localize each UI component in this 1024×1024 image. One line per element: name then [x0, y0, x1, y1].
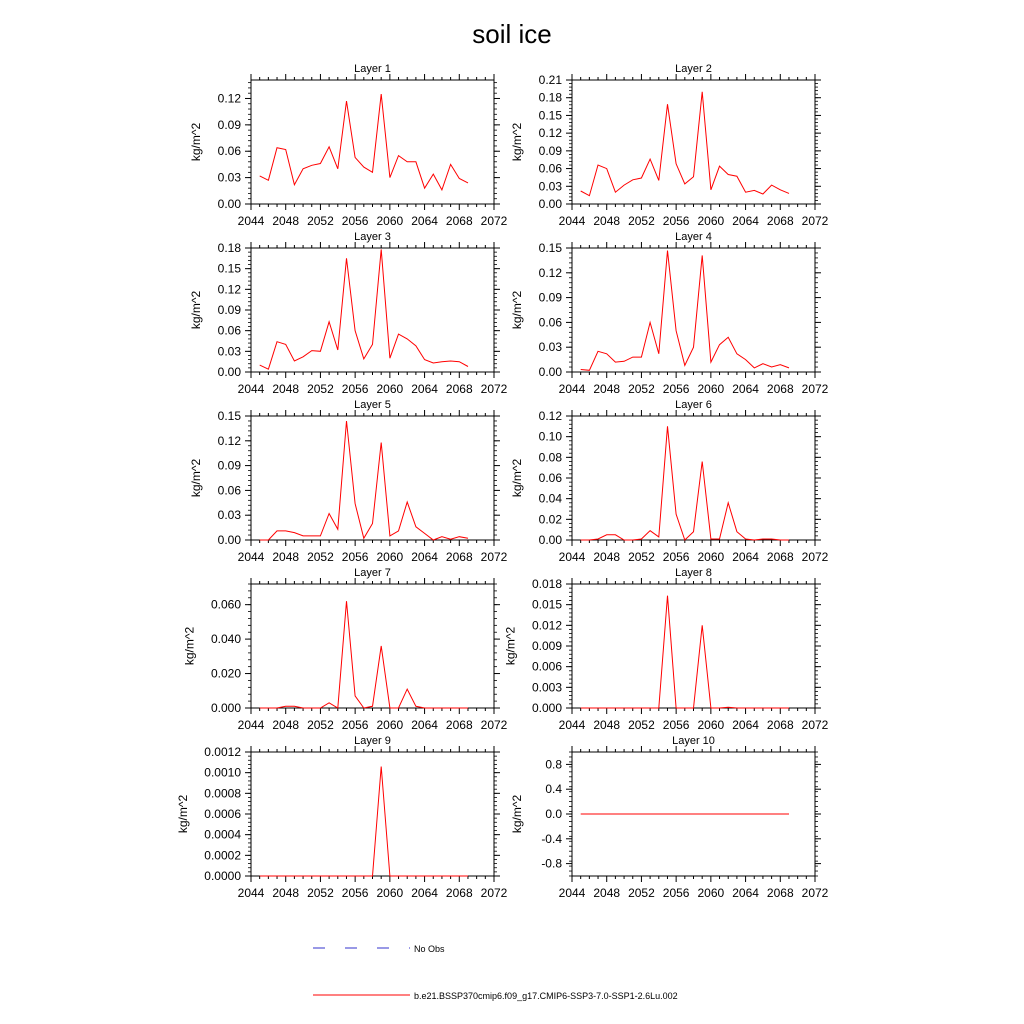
y-tick-label: 0.18 — [538, 90, 562, 105]
x-tick-label: 2052 — [307, 718, 334, 732]
x-tick-label: 2044 — [558, 886, 586, 900]
x-tick-label: 2068 — [445, 550, 473, 564]
x-tick-label: 2072 — [480, 214, 508, 228]
x-tick-label: 2060 — [697, 718, 725, 732]
x-tick-label: 2052 — [628, 550, 655, 564]
panel-title: Layer 4 — [675, 231, 712, 243]
y-axis-label: kg/m^2 — [182, 626, 197, 666]
series-line — [260, 94, 468, 190]
y-tick-label: 0.06 — [217, 483, 241, 498]
page-title: soil ice — [472, 19, 552, 49]
panel-title: Layer 5 — [354, 399, 391, 411]
x-tick-label: 2068 — [445, 718, 473, 732]
y-tick-label: 0.006 — [531, 659, 562, 674]
chart-panel-9 — [176, 735, 508, 900]
x-tick-label: 2072 — [801, 718, 829, 732]
y-tick-label: 0.00 — [217, 197, 241, 211]
x-tick-label: 2068 — [445, 886, 473, 900]
y-tick-label: 0.015 — [531, 597, 562, 612]
y-tick-label: 0.15 — [538, 241, 562, 255]
panel-title: Layer 10 — [672, 735, 715, 747]
x-tick-label: 2064 — [411, 886, 438, 900]
chart-panel-8 — [504, 567, 829, 732]
y-tick-label: 0.060 — [210, 597, 241, 612]
y-tick-label: 0.00 — [538, 533, 562, 547]
x-tick-label: 2048 — [593, 382, 621, 396]
y-tick-label: 0.03 — [538, 179, 562, 194]
chart-panel-6 — [510, 399, 828, 564]
y-tick-label: 0.0008 — [204, 786, 241, 801]
y-tick-label: 0.12 — [538, 409, 562, 423]
y-tick-label: 0.000 — [210, 701, 241, 715]
x-tick-label: 2064 — [732, 550, 759, 564]
plot-frame — [251, 248, 494, 372]
y-tick-label: 0.003 — [531, 680, 562, 695]
y-axis-label: kg/m^2 — [510, 122, 525, 162]
y-tick-label: -0.8 — [541, 856, 562, 871]
x-tick-label: 2060 — [376, 718, 404, 732]
x-tick-label: 2060 — [697, 382, 725, 396]
x-tick-label: 2072 — [801, 214, 829, 228]
plot-frame — [572, 584, 815, 708]
y-tick-label: 0.12 — [217, 433, 241, 448]
plot-frame — [572, 80, 815, 204]
chart-panel-7 — [183, 567, 508, 732]
x-tick-label: 2064 — [411, 718, 438, 732]
x-tick-label: 2064 — [732, 214, 759, 228]
panel-title: Layer 7 — [354, 567, 391, 579]
x-tick-label: 2056 — [341, 214, 369, 228]
panel-grid — [176, 63, 829, 900]
series-line — [260, 767, 468, 877]
y-tick-label: 0.0012 — [204, 745, 241, 759]
y-tick-label: 0.09 — [538, 143, 562, 158]
x-tick-label: 2048 — [593, 718, 621, 732]
x-tick-label: 2056 — [341, 886, 369, 900]
x-tick-label: 2048 — [272, 214, 300, 228]
x-tick-label: 2072 — [480, 886, 508, 900]
y-tick-label: 0.21 — [538, 73, 562, 87]
x-tick-label: 2068 — [445, 382, 473, 396]
chart-panel-2 — [510, 63, 828, 228]
y-tick-label: 0.12 — [217, 91, 241, 106]
x-tick-label: 2052 — [307, 214, 334, 228]
panel-title: Layer 6 — [675, 399, 712, 411]
y-tick-label: 0.00 — [217, 533, 241, 547]
series-line — [260, 601, 468, 708]
y-tick-label: 0.06 — [538, 471, 562, 485]
series-line — [581, 426, 789, 540]
x-tick-label: 2064 — [732, 382, 759, 396]
y-tick-label: 0.06 — [217, 323, 241, 338]
x-tick-label: 2048 — [593, 214, 621, 228]
y-axis-label: kg/m^2 — [510, 290, 525, 330]
y-axis-label: kg/m^2 — [189, 458, 204, 498]
x-tick-label: 2072 — [801, 886, 829, 900]
x-tick-label: 2060 — [697, 214, 725, 228]
x-tick-label: 2056 — [662, 382, 690, 396]
plot-frame — [251, 584, 494, 708]
plot-frame — [572, 248, 815, 372]
x-tick-label: 2056 — [341, 550, 369, 564]
x-tick-label: 2068 — [766, 214, 794, 228]
y-tick-label: 0.09 — [538, 290, 562, 305]
y-tick-label: 0.03 — [217, 344, 241, 359]
x-tick-label: 2048 — [272, 886, 300, 900]
x-tick-label: 2044 — [558, 718, 586, 732]
x-tick-label: 2064 — [732, 718, 759, 732]
y-tick-label: 0.06 — [538, 315, 562, 330]
x-tick-label: 2048 — [272, 550, 300, 564]
y-tick-label: 0.00 — [538, 365, 562, 379]
x-tick-label: 2072 — [801, 550, 829, 564]
x-tick-label: 2060 — [697, 886, 725, 900]
x-tick-label: 2060 — [376, 886, 404, 900]
x-tick-label: 2052 — [307, 550, 334, 564]
y-tick-label: 0.09 — [217, 303, 241, 317]
y-tick-label: 0.15 — [538, 108, 562, 123]
y-tick-label: 0.12 — [217, 282, 241, 297]
x-tick-label: 2072 — [480, 718, 508, 732]
x-tick-label: 2052 — [307, 886, 334, 900]
y-tick-label: 0.000 — [531, 701, 562, 715]
y-tick-label: 0.10 — [538, 429, 562, 444]
y-tick-label: 0.15 — [217, 261, 241, 276]
y-tick-label: 0.12 — [538, 265, 562, 280]
x-tick-label: 2064 — [411, 214, 438, 228]
y-axis-label: kg/m^2 — [510, 458, 525, 498]
x-tick-label: 2068 — [766, 382, 794, 396]
y-tick-label: 0.02 — [538, 512, 562, 527]
y-tick-label: 0.020 — [210, 666, 241, 681]
legend — [313, 944, 678, 1001]
y-axis-label: kg/m^2 — [189, 122, 204, 162]
x-tick-label: 2056 — [662, 886, 690, 900]
y-tick-label: 0.4 — [545, 782, 562, 797]
chart-panel-4 — [510, 231, 828, 396]
y-tick-label: 0.09 — [217, 458, 241, 473]
x-tick-label: 2068 — [445, 214, 473, 228]
x-tick-label: 2072 — [480, 382, 508, 396]
series-line — [581, 596, 789, 708]
chart-panel-10 — [510, 735, 828, 900]
panel-title: Layer 8 — [675, 567, 712, 579]
y-axis-label: kg/m^2 — [175, 794, 190, 834]
x-tick-label: 2068 — [766, 886, 794, 900]
y-tick-label: 0.03 — [217, 508, 241, 523]
x-tick-label: 2056 — [662, 718, 690, 732]
y-tick-label: 0.00 — [217, 365, 241, 379]
x-tick-label: 2052 — [628, 886, 655, 900]
y-tick-label: 0.03 — [538, 340, 562, 355]
x-tick-label: 2056 — [662, 214, 690, 228]
panel-title: Layer 3 — [354, 231, 391, 243]
panel-title: Layer 1 — [354, 63, 391, 75]
plot-frame — [251, 752, 494, 876]
y-tick-label: 0.04 — [538, 491, 562, 506]
x-tick-label: 2068 — [766, 550, 794, 564]
y-axis-label: kg/m^2 — [189, 290, 204, 330]
y-tick-label: -0.4 — [541, 831, 562, 846]
chart-panel-1 — [189, 63, 507, 228]
x-tick-label: 2068 — [766, 718, 794, 732]
y-tick-label: 0.08 — [538, 450, 562, 465]
panel-title: Layer 2 — [675, 63, 712, 75]
y-tick-label: 0.009 — [531, 639, 562, 653]
x-tick-label: 2044 — [237, 382, 265, 396]
x-tick-label: 2052 — [628, 382, 655, 396]
x-tick-label: 2064 — [411, 550, 438, 564]
x-tick-label: 2056 — [341, 382, 369, 396]
x-tick-label: 2072 — [480, 550, 508, 564]
x-tick-label: 2048 — [272, 382, 300, 396]
series-line — [260, 249, 468, 369]
x-tick-label: 2060 — [376, 214, 404, 228]
y-tick-label: 0.06 — [217, 144, 241, 159]
y-axis-label: kg/m^2 — [510, 794, 525, 834]
x-tick-label: 2052 — [628, 214, 655, 228]
x-tick-label: 2064 — [732, 886, 759, 900]
x-tick-label: 2060 — [376, 550, 404, 564]
series-line — [581, 251, 789, 371]
y-tick-label: 0.15 — [217, 409, 241, 423]
x-tick-label: 2044 — [558, 214, 586, 228]
y-tick-label: 0.03 — [217, 170, 241, 185]
y-tick-label: 0.018 — [531, 577, 562, 591]
x-tick-label: 2052 — [628, 718, 655, 732]
y-tick-label: 0.012 — [531, 618, 562, 633]
y-tick-label: 0.040 — [210, 632, 241, 647]
x-tick-label: 2056 — [341, 718, 369, 732]
plot-frame — [251, 80, 494, 204]
y-tick-label: 0.00 — [538, 197, 562, 211]
x-tick-label: 2056 — [662, 550, 690, 564]
series-line — [581, 92, 789, 196]
panel-title: Layer 9 — [354, 735, 391, 747]
x-tick-label: 2052 — [307, 382, 334, 396]
y-tick-label: 0.18 — [217, 241, 241, 255]
x-tick-label: 2044 — [237, 214, 265, 228]
y-tick-label: 0.0010 — [204, 765, 241, 780]
y-tick-label: 0.0002 — [204, 848, 241, 863]
x-tick-label: 2044 — [237, 886, 265, 900]
x-tick-label: 2044 — [237, 550, 265, 564]
x-tick-label: 2060 — [697, 550, 725, 564]
y-tick-label: 0.0000 — [204, 869, 241, 883]
y-tick-label: 0.06 — [538, 161, 562, 176]
y-tick-label: 0.12 — [538, 126, 562, 141]
x-tick-label: 2048 — [593, 886, 621, 900]
y-tick-label: 0.0006 — [204, 807, 241, 821]
x-tick-label: 2048 — [272, 718, 300, 732]
y-tick-label: 0.0 — [545, 807, 562, 821]
y-tick-label: 0.09 — [217, 117, 241, 132]
x-tick-label: 2072 — [801, 382, 829, 396]
plot-frame — [572, 416, 815, 540]
series-line — [260, 421, 468, 540]
x-tick-label: 2044 — [237, 718, 265, 732]
chart-panel-3 — [189, 231, 507, 396]
x-tick-label: 2044 — [558, 550, 586, 564]
y-tick-label: 0.0004 — [204, 827, 241, 842]
x-tick-label: 2048 — [593, 550, 621, 564]
x-tick-label: 2064 — [411, 382, 438, 396]
legend-obs-label: No Obs — [414, 944, 445, 954]
y-axis-label: kg/m^2 — [503, 626, 518, 666]
chart-panel-5 — [189, 399, 507, 564]
x-tick-label: 2044 — [558, 382, 586, 396]
legend-model-label: b.e21.BSSP370cmip6.f09_g17.CMIP6-SSP3-7.0-SSP1-2.6Lu.002 — [414, 991, 678, 1001]
x-tick-label: 2060 — [376, 382, 404, 396]
y-tick-label: 0.8 — [545, 757, 562, 772]
